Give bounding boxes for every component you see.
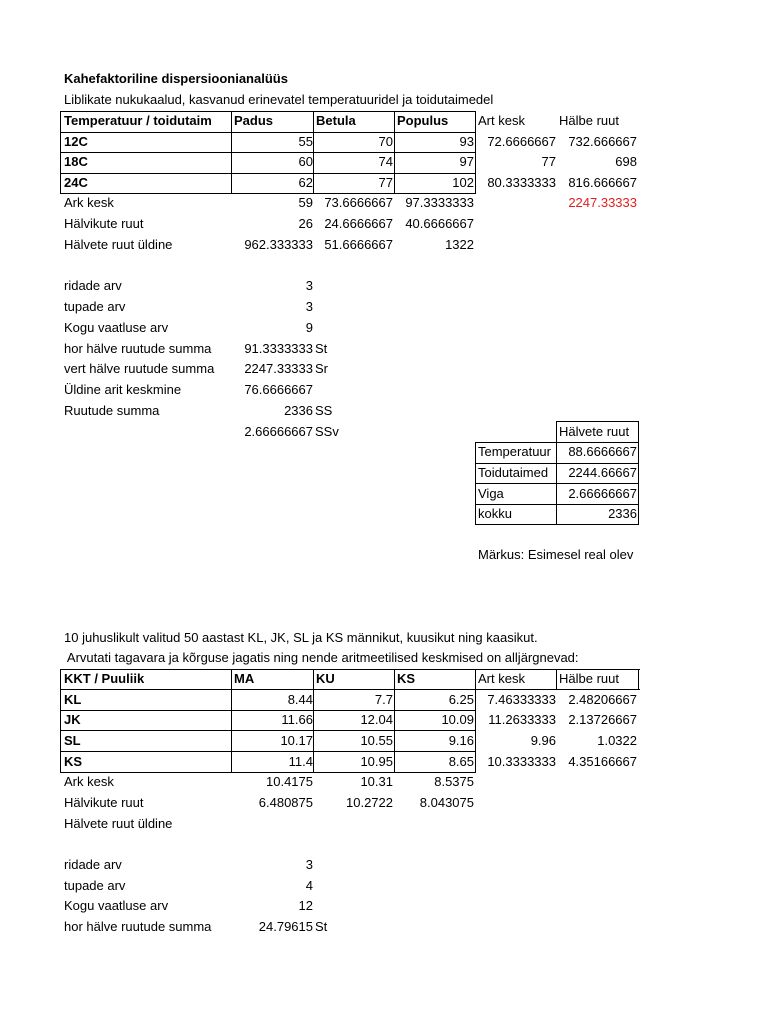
stat-value: 2.66666667: [244, 424, 313, 439]
sheet2-header-halbe-ruut: Hälbe ruut: [559, 671, 619, 686]
table-cell: 26: [298, 216, 313, 231]
summary-label: kokku: [478, 506, 512, 521]
table-row-label: KS: [64, 754, 83, 769]
table-row-label: JK: [64, 712, 81, 727]
sheet2-header-factor: KKT / Puuliik: [64, 671, 145, 686]
table-cell: 10.55: [360, 733, 393, 748]
table-cell: 2.13726667: [568, 712, 637, 727]
stat-label: hor hälve ruutude summa: [64, 919, 212, 934]
table-cell: 732.666667: [568, 134, 637, 149]
table-cell: 962.333333: [244, 237, 313, 252]
table-cell: 8.44: [287, 692, 313, 707]
table-row-label: 12C: [64, 134, 88, 149]
ark-kesk-label: Ark kesk: [64, 195, 114, 210]
table-cell: 80.3333333: [487, 175, 556, 190]
table-cell: 9.96: [530, 733, 556, 748]
stat-value: 2247.33333: [244, 361, 313, 376]
table-cell: 9.16: [448, 733, 474, 748]
table-cell: 55: [298, 134, 313, 149]
table-cell: 10.09: [441, 712, 474, 727]
ark-kesk-label: Ark kesk: [64, 774, 114, 789]
stat-value: 9: [305, 320, 313, 335]
halvete-ruut-uldine-label: Hälvete ruut üldine: [64, 237, 173, 252]
table-cell: 7.7: [374, 692, 393, 707]
sheet2-header-art-kesk: Art kesk: [478, 671, 525, 686]
stat-unit: St: [315, 341, 328, 356]
summary-value: 2.66666667: [568, 486, 637, 501]
stat-label: tupade arv: [64, 299, 126, 314]
table-cell: 4.35166667: [568, 754, 637, 769]
stat-value: 3: [305, 857, 313, 872]
sheet2-intro-1: 10 juhuslikult valitud 50 aastast KL, JK, SL ja KS männikut, kuusikut ning kaasikut.: [64, 630, 538, 645]
table-cell: 60: [298, 154, 313, 169]
table-cell: 10.2722: [346, 795, 393, 810]
stat-value: 76.6666667: [244, 382, 313, 397]
table-cell: 1322: [445, 237, 474, 252]
stat-value: 3: [305, 278, 313, 293]
table-cell: 10.17: [280, 733, 313, 748]
sheet1-header-factor: Temperatuur / toidutaim: [64, 113, 212, 128]
summary-header: Hälvete ruut: [559, 424, 630, 439]
stat-value: 12: [298, 898, 313, 913]
stat-label: Üldine arit keskmine: [64, 382, 182, 397]
table-row-label: 18C: [64, 154, 88, 169]
stat-label: Kogu vaatluse arv: [64, 898, 169, 913]
stat-unit: St: [315, 919, 328, 934]
table-cell: 10.3333333: [487, 754, 556, 769]
table-cell: 77: [541, 154, 556, 169]
stat-label: Kogu vaatluse arv: [64, 320, 169, 335]
table-cell: 1.0322: [597, 733, 637, 748]
table-row-label: KL: [64, 692, 82, 707]
table-cell: 59: [298, 195, 313, 210]
table-cell: 6.480875: [258, 795, 313, 810]
table-cell: 11.66: [281, 712, 313, 727]
summary-label: Toidutaimed: [478, 465, 549, 480]
table-cell: 73.6666667: [324, 195, 393, 210]
table-cell: 24.6666667: [324, 216, 393, 231]
sheet1-header-halbe-ruut: Hälbe ruut: [559, 113, 619, 128]
table-cell: 74: [378, 154, 393, 169]
table-cell: 97.3333333: [405, 195, 474, 210]
stat-label: hor hälve ruutude summa: [64, 341, 212, 356]
table-cell: 12.04: [360, 712, 393, 727]
sheet1-title: Kahefaktoriline dispersioonianalüüs: [64, 71, 288, 86]
summary-label: Temperatuur: [478, 444, 551, 459]
table-cell: 8.043075: [419, 795, 474, 810]
table-cell: 8.65: [448, 754, 474, 769]
table-cell: 6.25: [448, 692, 474, 707]
table-cell: 102: [452, 175, 474, 190]
vert-total-value: 2247.33333: [568, 195, 637, 210]
table-cell: 8.5375: [434, 774, 474, 789]
summary-label: Viga: [478, 486, 504, 501]
table-cell: 816.666667: [568, 175, 637, 190]
sheet2-header-ku: KU: [316, 671, 335, 686]
table-row-label: SL: [64, 733, 81, 748]
table-cell: 2.48206667: [568, 692, 637, 707]
summary-value: 2244.66667: [568, 465, 637, 480]
stat-unit: SSv: [315, 424, 339, 439]
sheet2-intro-2: Arvutati tagavara ja kõrguse jagatis ning nende aritmeetilised keskmised on alljärgnevad:: [64, 650, 579, 665]
table-cell: 7.46333333: [487, 692, 556, 707]
table-cell: 698: [615, 154, 637, 169]
table-cell: 62: [298, 175, 313, 190]
stat-label: ridade arv: [64, 278, 122, 293]
stat-value: 3: [305, 299, 313, 314]
sheet2-header-ma: MA: [234, 671, 255, 686]
stat-value: 4: [305, 878, 313, 893]
sheet1-header-padus: Padus: [234, 113, 274, 128]
table-cell: 11.2633333: [488, 712, 556, 727]
stat-label: tupade arv: [64, 878, 126, 893]
sheet1-subtitle: Liblikate nukukaalud, kasvanud erinevatel temperatuuridel ja toidutaimedel: [64, 92, 494, 107]
table-cell: 93: [459, 134, 474, 149]
stat-value: 24.79615: [258, 919, 313, 934]
summary-value: 88.6666667: [568, 444, 637, 459]
sheet2-header-ks: KS: [397, 671, 416, 686]
halvikute-ruut-label: Hälvikute ruut: [64, 216, 144, 231]
stat-value: 91.3333333: [244, 341, 313, 356]
table-cell: 77: [378, 175, 393, 190]
note-text: Märkus: Esimesel real olev: [478, 547, 634, 562]
sheet1-header-populus: Populus: [397, 113, 449, 128]
stat-unit: SS: [315, 403, 333, 418]
sheet1-header-betula: Betula: [316, 113, 356, 128]
halvikute-ruut-label: Hälvikute ruut: [64, 795, 144, 810]
table-cell: 70: [378, 134, 393, 149]
stat-value: 2336: [284, 403, 313, 418]
table-cell: 10.95: [360, 754, 393, 769]
sheet1-header-art-kesk: Art kesk: [478, 113, 525, 128]
halvete-ruut-uldine-label: Hälvete ruut üldine: [64, 816, 173, 831]
table-cell: 40.6666667: [405, 216, 474, 231]
table-cell: 72.6666667: [487, 134, 556, 149]
table-cell: 51.6666667: [324, 237, 393, 252]
stat-unit: Sr: [315, 361, 328, 376]
table-cell: 10.4175: [266, 774, 313, 789]
stat-label: Ruutude summa: [64, 403, 160, 418]
summary-value: 2336: [608, 506, 637, 521]
table-cell: 11.4: [288, 754, 313, 769]
table-cell: 97: [459, 154, 474, 169]
table-row-label: 24C: [64, 175, 88, 190]
stat-label: vert hälve ruutude summa: [64, 361, 215, 376]
table-cell: 10.31: [360, 774, 393, 789]
stat-label: ridade arv: [64, 857, 122, 872]
